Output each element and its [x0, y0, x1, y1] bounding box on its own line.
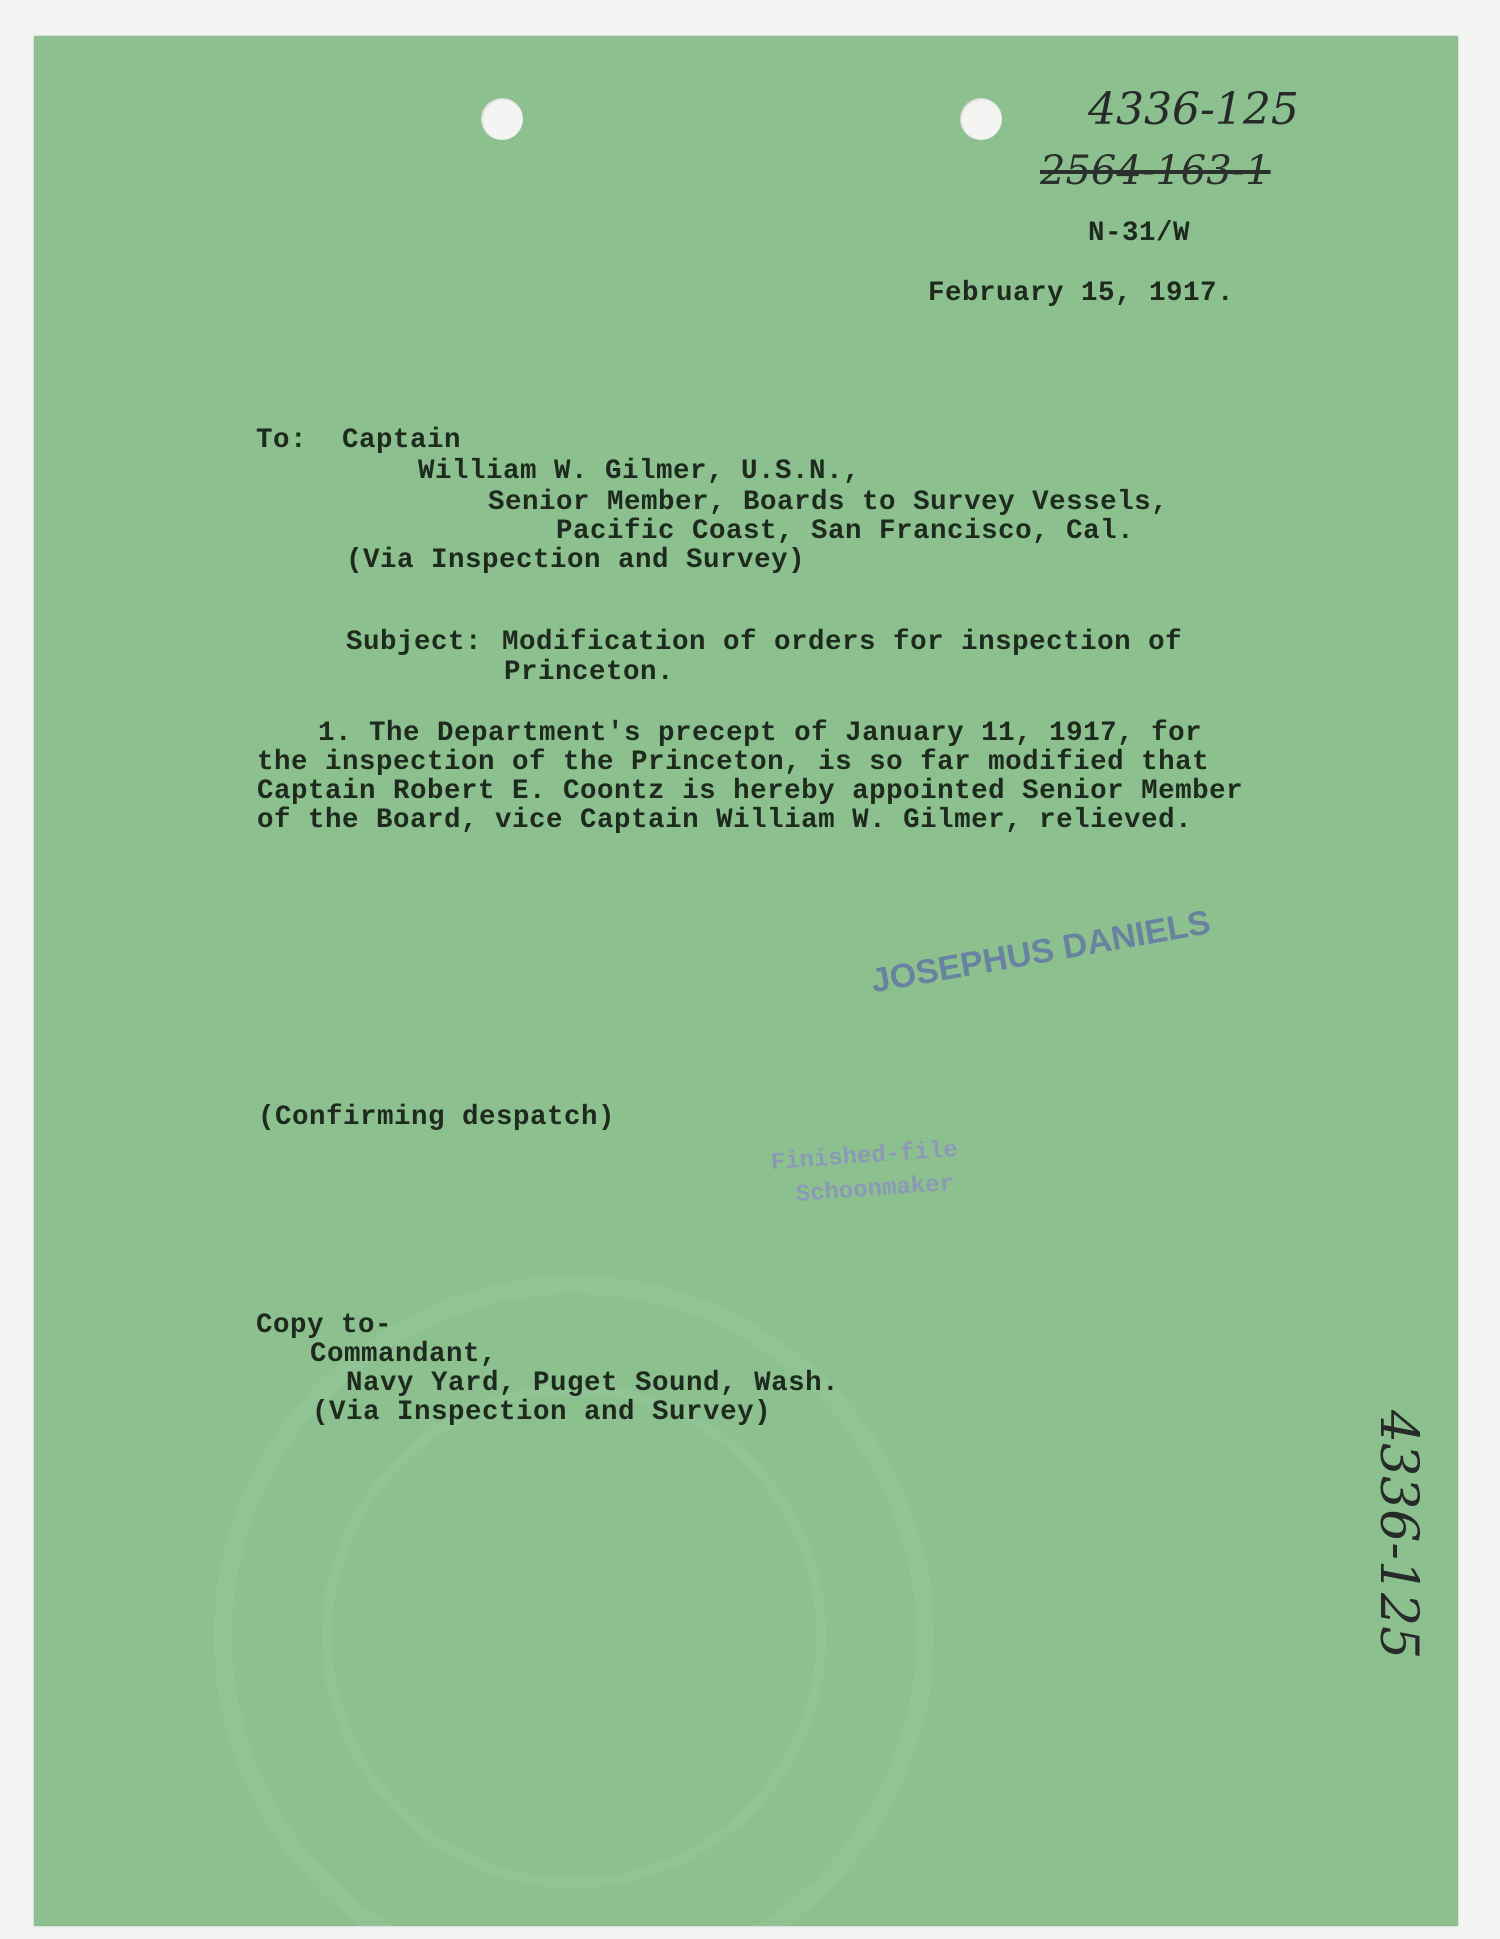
body-line-1: 1. The Department's precept of January 11, 1917, for — [318, 718, 1203, 749]
to-rank: Captain — [342, 425, 462, 456]
subject-line-1: Modification of orders for inspection of — [502, 627, 1183, 658]
to-title: Senior Member, Boards to Survey Vessels, — [488, 487, 1169, 518]
margin-file-note: 4336-125 — [1368, 1410, 1428, 1660]
to-via: (Via Inspection and Survey) — [346, 545, 806, 576]
to-label: To: — [256, 425, 308, 456]
body-line-3: Captain Robert E. Coontz is hereby appointed Senior Member — [257, 776, 1244, 807]
copy-to-label: Copy to- — [256, 1310, 393, 1341]
to-name: William W. Gilmer, U.S.N., — [418, 456, 861, 487]
body-line-4: of the Board, vice Captain William W. Gilmer, relieved. — [257, 805, 1193, 836]
file-code: N-31/W — [1088, 218, 1191, 249]
finished-file-stamp-line-1: Finished-file — [770, 1136, 959, 1177]
finished-file-stamp-line-2: Schoonmaker — [795, 1170, 955, 1209]
to-location: Pacific Coast, San Francisco, Cal. — [556, 516, 1135, 547]
copy-to-line-1: Commandant, — [310, 1339, 498, 1370]
subject-line-2: Princeton. — [504, 657, 675, 688]
punch-hole-right — [960, 98, 1002, 140]
confirming-note: (Confirming despatch) — [258, 1102, 616, 1133]
letter-date: February 15, 1917. — [928, 278, 1235, 309]
struck-file-number: 2564-163-1 — [1040, 148, 1271, 194]
body-line-2: the inspection of the Princeton, is so far modified that — [257, 747, 1210, 778]
letter-sheet — [34, 36, 1458, 1926]
copy-to-line-2: Navy Yard, Puget Sound, Wash. — [346, 1368, 840, 1399]
handwritten-file-number: 4336-125 — [1088, 84, 1299, 135]
copy-to-line-3: (Via Inspection and Survey) — [312, 1397, 772, 1428]
punch-hole-left — [481, 98, 523, 140]
subject-label: Subject: — [346, 627, 483, 658]
signature-stamp: JOSEPHUS DANIELS — [868, 903, 1214, 1001]
